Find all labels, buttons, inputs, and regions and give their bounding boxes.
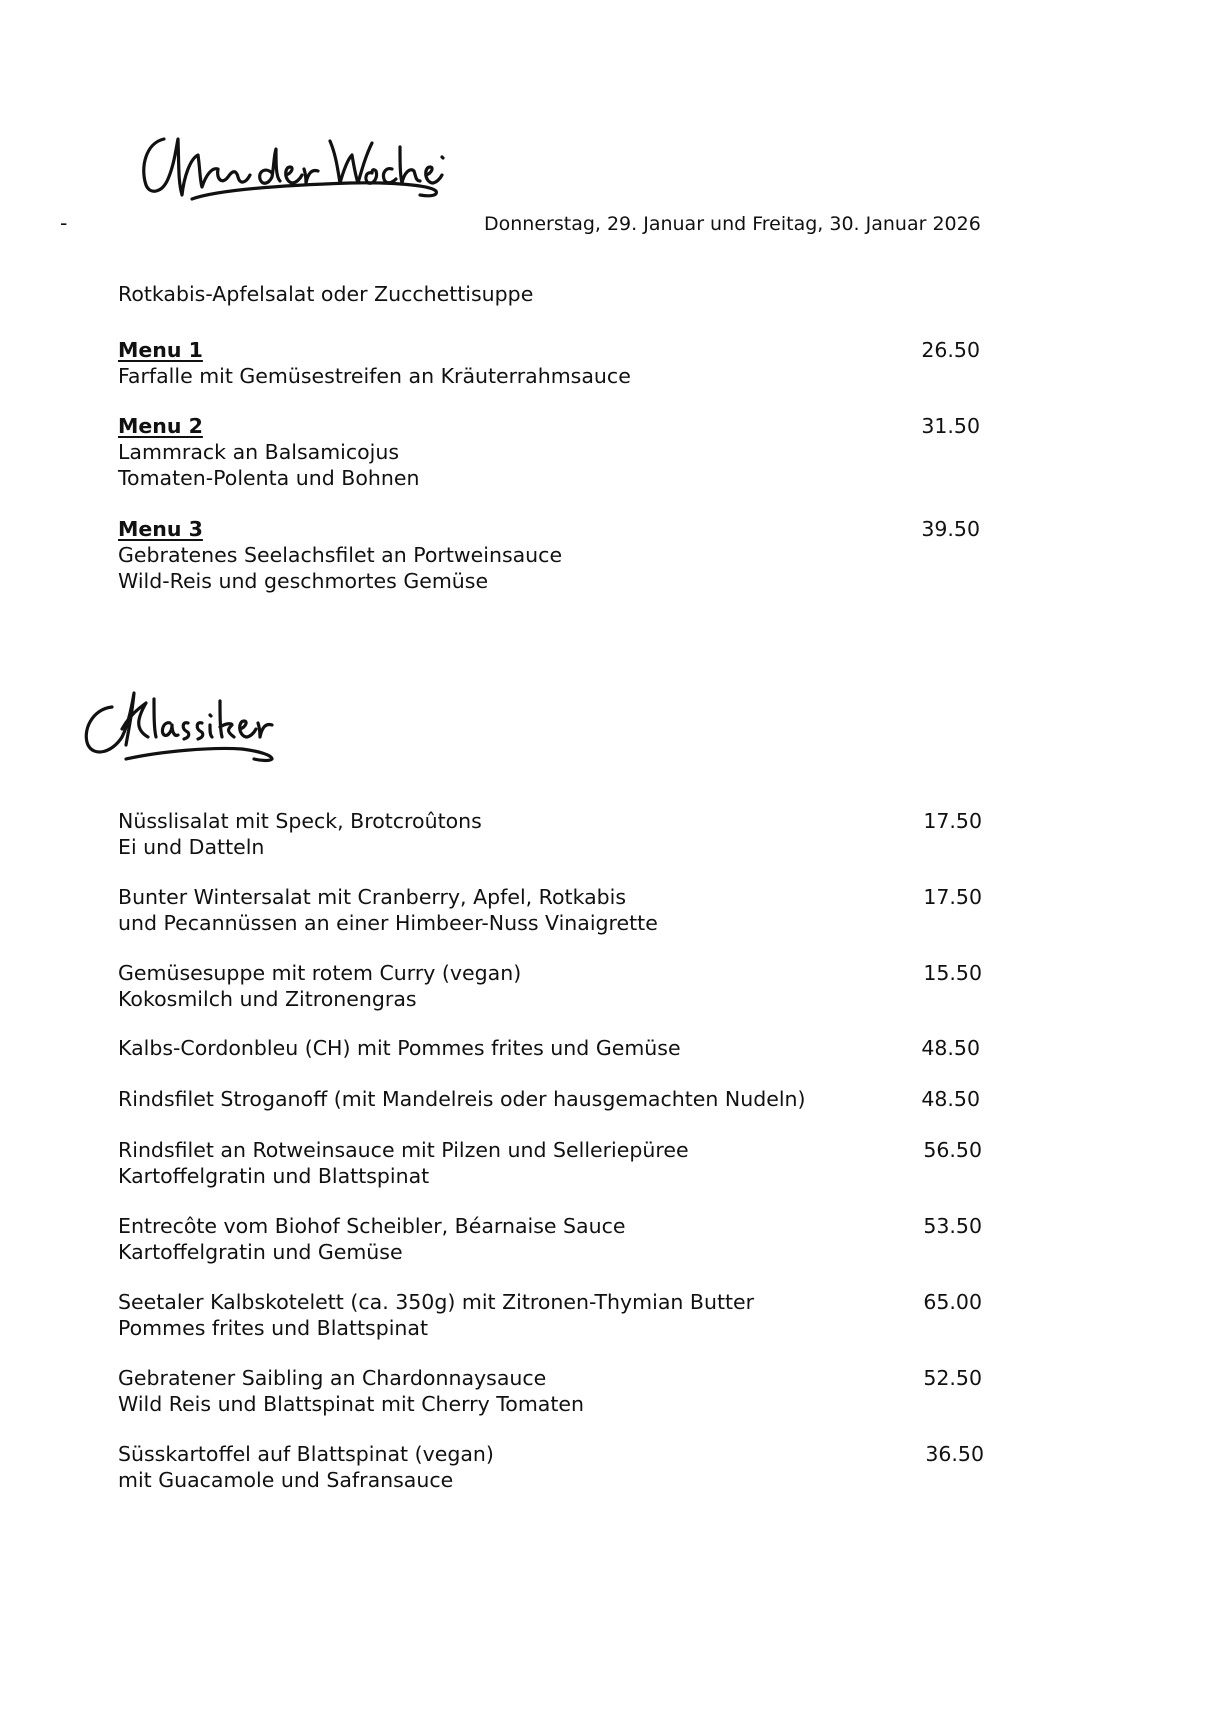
classic-1-line-1: Nüsslisalat mit Speck, Brotcroûtons <box>118 809 482 833</box>
classic-3-price: 15.50 <box>923 961 982 985</box>
menu-3-line-2: Wild-Reis und geschmortes Gemüse <box>118 569 489 593</box>
menu-3-title: Menu 3 <box>118 517 203 541</box>
classic-3-line-1: Gemüsesuppe mit rotem Curry (vegan) <box>118 961 522 985</box>
classic-4-price: 48.50 <box>921 1036 980 1060</box>
classic-10-line-2: mit Guacamole und Safransauce <box>118 1468 454 1492</box>
classic-10-price: 36.50 <box>925 1442 984 1466</box>
menu-1-title: Menu 1 <box>118 338 203 362</box>
classic-8-line-1: Seetaler Kalbskotelett (ca. 350g) mit Zitronen-Thymian Butter <box>118 1290 755 1314</box>
menu-3-line-1: Gebratenes Seelachsfilet an Portweinsauce <box>118 543 563 567</box>
classic-2-line-1: Bunter Wintersalat mit Cranberry, Apfel, Rotkabis <box>118 885 627 909</box>
classic-8-price: 65.00 <box>923 1290 982 1314</box>
classic-5-line-1: Rindsfilet Stroganoff (mit Mandelreis oder hausgemachten Nudeln) <box>118 1087 806 1111</box>
menu-2-line-2: Tomaten-Polenta und Bohnen <box>118 466 420 490</box>
classic-9-line-1: Gebratener Saibling an Chardonnaysauce <box>118 1366 547 1390</box>
classic-1-line-2: Ei und Datteln <box>118 835 265 859</box>
classic-6-line-2: Kartoffelgratin und Blattspinat <box>118 1164 430 1188</box>
classic-7-price: 53.50 <box>923 1214 982 1238</box>
menu-1-line-1: Farfalle mit Gemüsestreifen an Kräuterrahmsauce <box>118 364 631 388</box>
menu-3-price: 39.50 <box>921 517 980 541</box>
date-line: Donnerstag, 29. Januar und Freitag, 30. Januar 2026 <box>484 213 981 235</box>
classic-7-line-2: Kartoffelgratin und Gemüse <box>118 1240 403 1264</box>
classic-3-line-2: Kokosmilch und Zitronengras <box>118 987 417 1011</box>
menu-2-price: 31.50 <box>921 414 980 438</box>
menu-2-title: Menu 2 <box>118 414 203 438</box>
classic-9-line-2: Wild Reis und Blattspinat mit Cherry Tomaten <box>118 1392 585 1416</box>
klassiker-signature <box>82 685 282 765</box>
classic-9-price: 52.50 <box>923 1366 982 1390</box>
classic-6-line-1: Rindsfilet an Rotweinsauce mit Pilzen und Selleriepüree <box>118 1138 689 1162</box>
starter-line: Rotkabis-Apfelsalat oder Zucchettisuppe <box>118 282 534 306</box>
classic-8-line-2: Pommes frites und Blattspinat <box>118 1316 429 1340</box>
classic-2-price: 17.50 <box>923 885 982 909</box>
menu-1-price: 26.50 <box>921 338 980 362</box>
menu-der-woche-signature <box>140 125 450 215</box>
classic-1-price: 17.50 <box>923 809 982 833</box>
classic-5-price: 48.50 <box>921 1087 980 1111</box>
leading-dash: - <box>60 211 68 235</box>
classic-4-line-1: Kalbs-Cordonbleu (CH) mit Pommes frites und Gemüse <box>118 1036 681 1060</box>
classic-10-line-1: Süsskartoffel auf Blattspinat (vegan) <box>118 1442 494 1466</box>
classic-6-price: 56.50 <box>923 1138 982 1162</box>
menu-2-line-1: Lammrack an Balsamicojus <box>118 440 400 464</box>
classic-2-line-2: und Pecannüssen an einer Himbeer-Nuss Vinaigrette <box>118 911 658 935</box>
classic-7-line-1: Entrecôte vom Biohof Scheibler, Béarnaise Sauce <box>118 1214 626 1238</box>
